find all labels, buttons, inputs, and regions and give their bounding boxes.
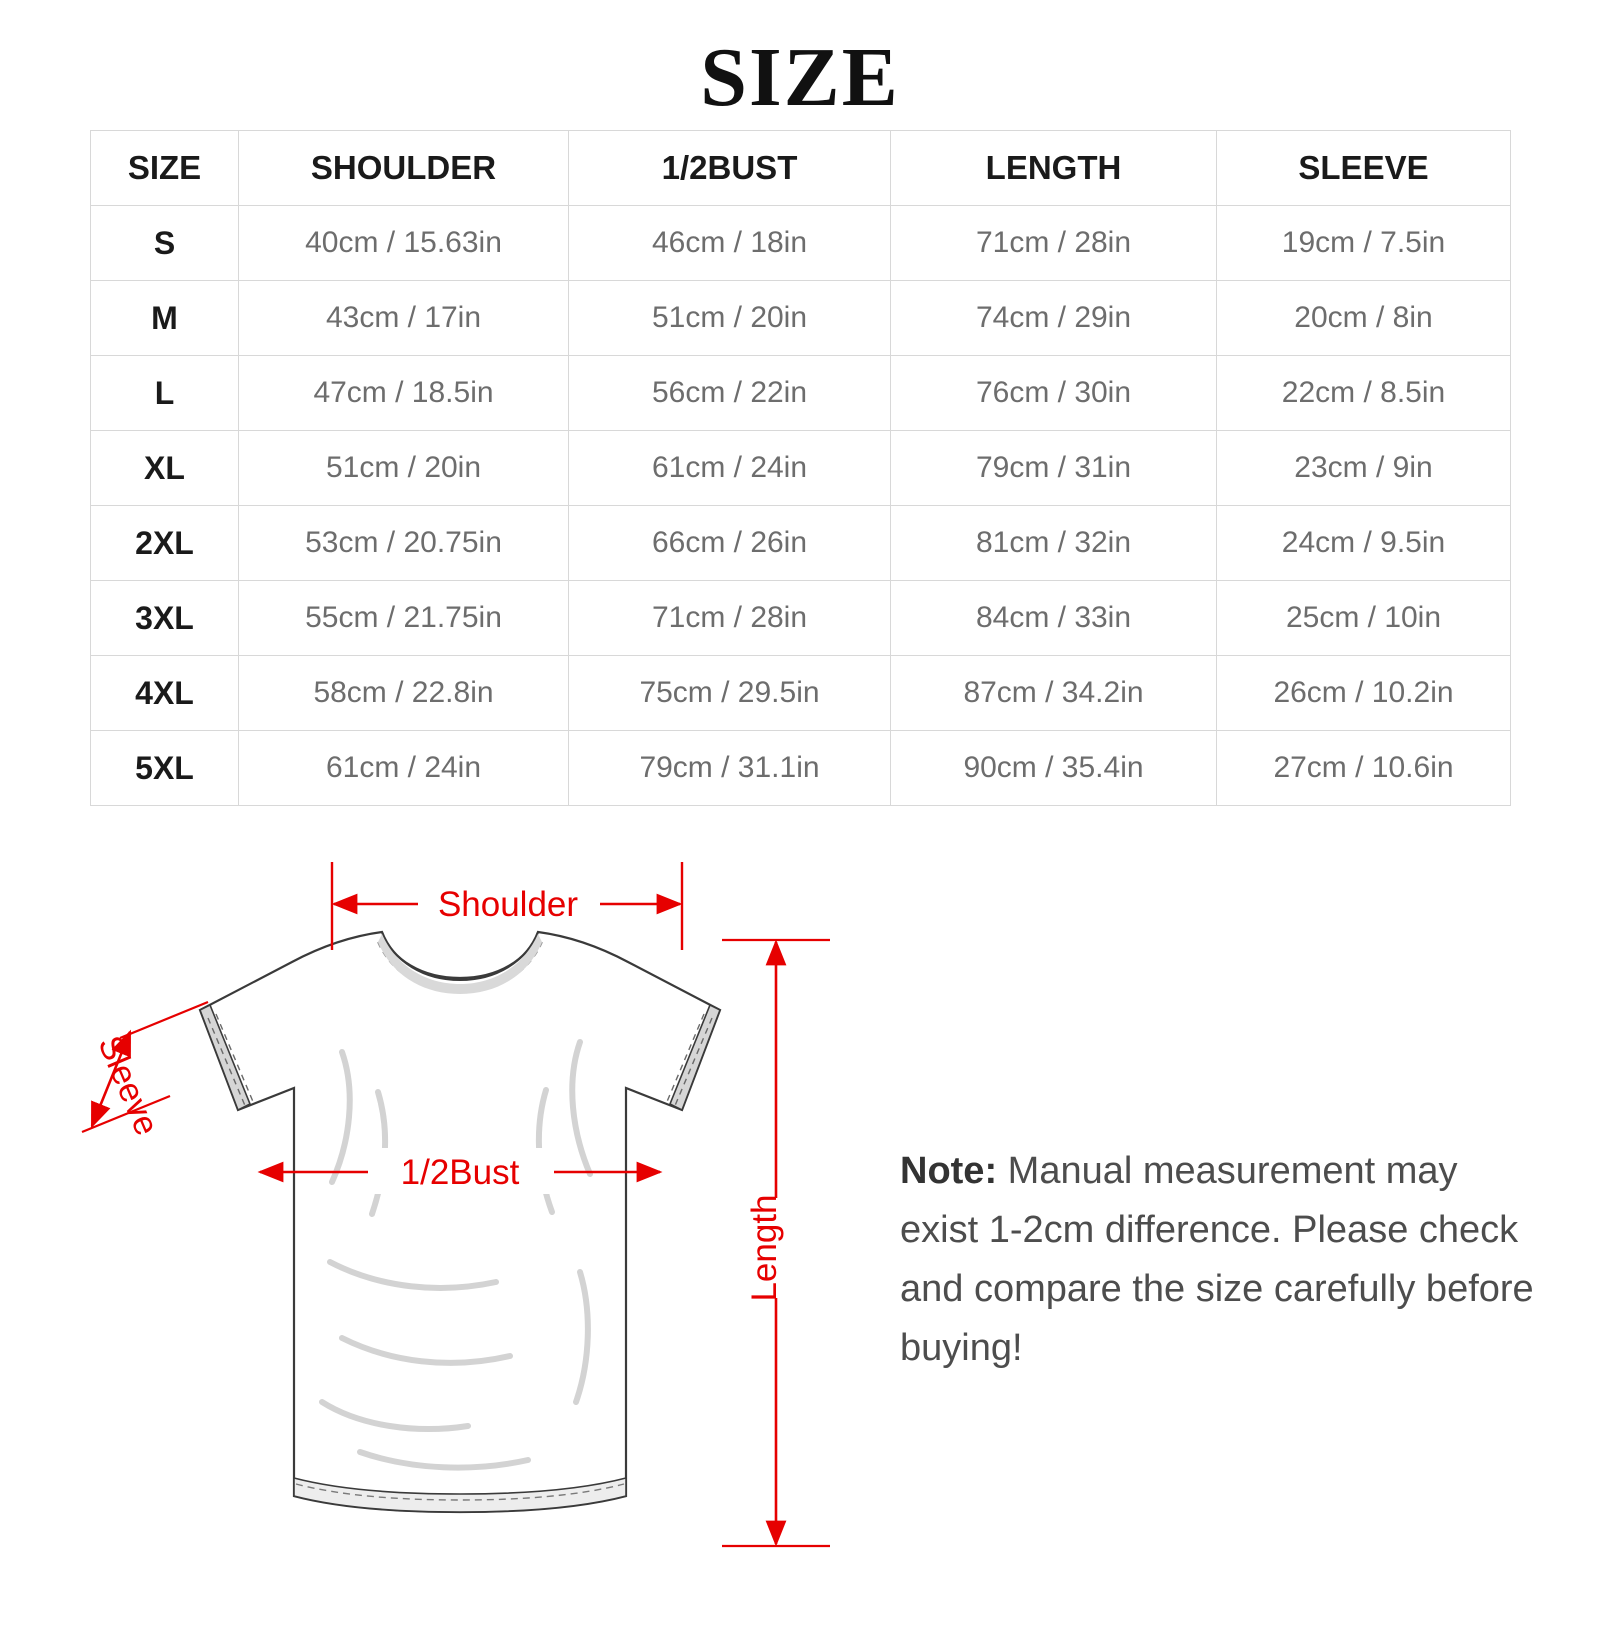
cell-shoulder: 61cm / 24in xyxy=(239,731,569,806)
cell-length: 84cm / 33in xyxy=(891,581,1217,656)
cell-bust: 79cm / 31.1in xyxy=(569,731,891,806)
measurement-diagram-section xyxy=(0,842,1600,1602)
cell-bust: 75cm / 29.5in xyxy=(569,656,891,731)
table-row xyxy=(91,206,1511,281)
size-table-container xyxy=(90,130,1510,806)
page-title: SIZE xyxy=(700,31,900,124)
cell-length: 74cm / 29in xyxy=(891,281,1217,356)
cell-length: 76cm / 30in xyxy=(891,356,1217,431)
cell-shoulder: 53cm / 20.75in xyxy=(239,506,569,581)
cell-bust: 46cm / 18in xyxy=(569,206,891,281)
sleeve-label: Sleeve xyxy=(90,1030,166,1141)
cell-length: 90cm / 35.4in xyxy=(891,731,1217,806)
cell-sleeve: 25cm / 10in xyxy=(1217,581,1511,656)
cell-size: 2XL xyxy=(91,506,239,581)
table-row xyxy=(91,581,1511,656)
size-chart-table xyxy=(90,130,1511,806)
column-header-bust: 1/2BUST xyxy=(569,131,891,206)
table-row xyxy=(91,356,1511,431)
note-prefix: Note: xyxy=(900,1150,998,1192)
cell-size: L xyxy=(91,356,239,431)
bust-label: 1/2Bust xyxy=(400,1153,520,1192)
cell-sleeve: 20cm / 8in xyxy=(1217,281,1511,356)
cell-size: 5XL xyxy=(91,731,239,806)
cell-size: M xyxy=(91,281,239,356)
cell-length: 87cm / 34.2in xyxy=(891,656,1217,731)
cell-bust: 71cm / 28in xyxy=(569,581,891,656)
cell-size: 3XL xyxy=(91,581,239,656)
note-block xyxy=(900,1142,1540,1378)
cell-size: XL xyxy=(91,431,239,506)
cell-bust: 61cm / 24in xyxy=(569,431,891,506)
cell-shoulder: 40cm / 15.63in xyxy=(239,206,569,281)
cell-size: 4XL xyxy=(91,656,239,731)
length-label: Length xyxy=(745,1194,784,1302)
cell-length: 71cm / 28in xyxy=(891,206,1217,281)
cell-sleeve: 27cm / 10.6in xyxy=(1217,731,1511,806)
cell-sleeve: 23cm / 9in xyxy=(1217,431,1511,506)
cell-size: S xyxy=(91,206,239,281)
table-header-row xyxy=(91,131,1511,206)
cell-shoulder: 51cm / 20in xyxy=(239,431,569,506)
cell-shoulder: 47cm / 18.5in xyxy=(239,356,569,431)
cell-bust: 56cm / 22in xyxy=(569,356,891,431)
cell-shoulder: 58cm / 22.8in xyxy=(239,656,569,731)
cell-length: 79cm / 31in xyxy=(891,431,1217,506)
column-header-shoulder: SHOULDER xyxy=(239,131,569,206)
cell-sleeve: 19cm / 7.5in xyxy=(1217,206,1511,281)
tshirt-measurement-diagram xyxy=(60,842,860,1602)
cell-shoulder: 55cm / 21.75in xyxy=(239,581,569,656)
table-row xyxy=(91,506,1511,581)
cell-shoulder: 43cm / 17in xyxy=(239,281,569,356)
table-row xyxy=(91,656,1511,731)
column-header-size: SIZE xyxy=(91,131,239,206)
cell-bust: 51cm / 20in xyxy=(569,281,891,356)
note-text: Manual measurement may exist 1-2cm difference. Please check and compare the size carefully before buying! xyxy=(900,1150,1534,1369)
cell-sleeve: 24cm / 9.5in xyxy=(1217,506,1511,581)
length-dimension xyxy=(722,940,830,1546)
column-header-length: LENGTH xyxy=(891,131,1217,206)
shoulder-label: Shoulder xyxy=(437,885,579,924)
cell-sleeve: 22cm / 8.5in xyxy=(1217,356,1511,431)
cell-sleeve: 26cm / 10.2in xyxy=(1217,656,1511,731)
sleeve-dimension xyxy=(82,1002,208,1141)
table-row xyxy=(91,731,1511,806)
table-row xyxy=(91,281,1511,356)
cell-length: 81cm / 32in xyxy=(891,506,1217,581)
column-header-sleeve: SLEEVE xyxy=(1217,131,1511,206)
cell-bust: 66cm / 26in xyxy=(569,506,891,581)
table-row xyxy=(91,431,1511,506)
